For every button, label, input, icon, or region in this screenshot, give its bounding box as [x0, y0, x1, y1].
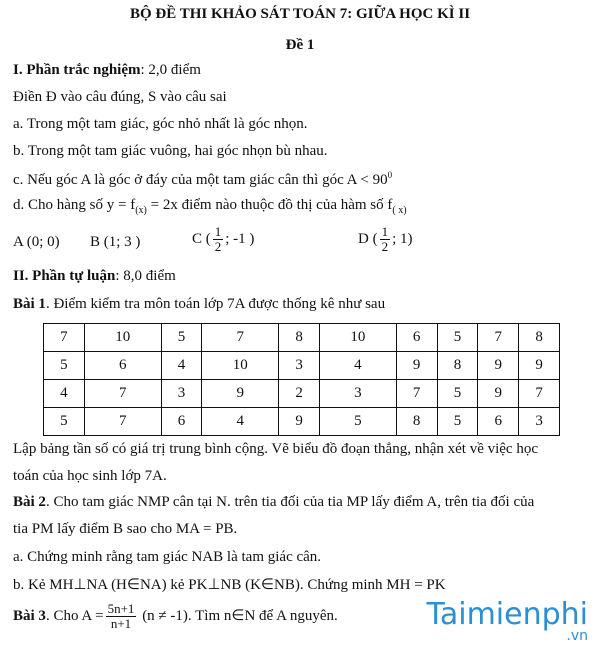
c-pre: C (: [192, 230, 211, 247]
table-cell: 8: [519, 324, 560, 352]
option-d: [358, 225, 413, 254]
table-cell: 6: [396, 324, 437, 352]
table-cell: 7: [396, 380, 437, 408]
heading-text: II. Phần tự luận: [13, 268, 116, 284]
fraction: [213, 225, 224, 254]
table-cell: 7: [202, 324, 279, 352]
bai2-a: a. Chứng minh rằng tam giác NAB là tam giác cân.: [13, 549, 322, 565]
numerator: 5n+1: [107, 601, 135, 616]
denominator: 2: [214, 239, 222, 254]
table-cell: 9: [202, 380, 279, 408]
table-cell: 5: [437, 408, 478, 436]
points: : 8,0 điểm: [115, 268, 176, 284]
watermark-brand: Taimienphi: [426, 597, 588, 632]
table-cell: 6: [84, 352, 161, 380]
d-text2: = 2x điểm nào thuộc đồ thị của hàm số f: [146, 197, 393, 213]
part2-heading: [13, 268, 176, 285]
bai1-row: [13, 296, 385, 313]
table-cell: 5: [44, 352, 85, 380]
option-c: [192, 225, 254, 254]
table-cell: 2: [279, 380, 320, 408]
watermark-logo: [426, 597, 589, 644]
watermark-tld: .vn: [566, 628, 588, 644]
exam-number: Đề 1: [285, 37, 315, 53]
bai1-text: . Điểm kiểm tra môn toán lớp 7A được thống kê như sau: [45, 296, 386, 312]
score-table: [43, 323, 560, 436]
part1-heading: [13, 62, 201, 79]
question-c: [13, 170, 392, 189]
d-sub: (x): [135, 205, 147, 216]
numerator: 1: [214, 224, 222, 239]
table-cell: 8: [396, 408, 437, 436]
table-cell: 9: [478, 380, 519, 408]
bai3-pre: . Cho A =: [45, 607, 104, 624]
document-title: BỘ ĐỀ THI KHẢO SÁT TOÁN 7: GIỮA HỌC KÌ II: [129, 6, 471, 22]
denominator: n+1: [110, 616, 132, 631]
option-b: B (1; 3 ): [90, 234, 141, 250]
table-cell: 3: [519, 408, 560, 436]
fraction: [380, 225, 391, 254]
question-a: a. Trong một tam giác, góc nhỏ nhất là góc nhọn.: [13, 116, 308, 132]
question-b: b. Trong một tam giác vuông, hai góc nhọn bù nhau.: [13, 143, 328, 159]
bai3: [13, 602, 338, 631]
table-cell: 5: [437, 380, 478, 408]
table-cell: 9: [478, 352, 519, 380]
d-pre: D (: [358, 230, 378, 247]
d-post: ; 1): [392, 230, 413, 247]
table-cell: 4: [202, 408, 279, 436]
table-cell: 9: [519, 352, 560, 380]
denominator: 2: [381, 239, 389, 254]
c-post: ; -1 ): [225, 230, 255, 247]
d-sub2: ( x): [392, 205, 407, 216]
bai2-b: b. Kẻ MH⊥NA (H∈NA) kẻ PK⊥NB (K∈NB). Chứng minh MH = PK: [13, 577, 446, 593]
bai1-task-2: toán của học sinh lớp 7A.: [13, 468, 167, 484]
option-a: A (0; 0): [13, 234, 60, 250]
table-cell: 7: [44, 324, 85, 352]
bai2-line1: [13, 494, 534, 511]
table-cell: 5: [319, 408, 396, 436]
d-text1: d. Cho hàng số y = f: [13, 197, 136, 213]
bai2-text: . Cho tam giác NMP cân tại N. trên tia đối của tia MP lấy điểm A, trên tia đối của: [45, 494, 535, 510]
table-cell: 6: [161, 408, 202, 436]
table-cell: 7: [84, 380, 161, 408]
table-row: [44, 352, 560, 380]
table-cell: 4: [161, 352, 202, 380]
table-row: [44, 324, 560, 352]
table-cell: 7: [478, 324, 519, 352]
table-cell: 10: [319, 324, 396, 352]
table-cell: 4: [319, 352, 396, 380]
table-cell: 10: [84, 324, 161, 352]
table-cell: 3: [161, 380, 202, 408]
table-cell: 4: [44, 380, 85, 408]
table-row: [44, 408, 560, 436]
table-cell: 8: [437, 352, 478, 380]
bai3-fraction: [106, 602, 137, 631]
heading-text: I. Phần trắc nghiệm: [13, 62, 141, 78]
table-cell: 7: [84, 408, 161, 436]
bai2-line2: tia PM lấy điểm B sao cho MA = PB.: [13, 521, 238, 537]
table-cell: 5: [161, 324, 202, 352]
table-cell: 5: [44, 408, 85, 436]
table-cell: 7: [519, 380, 560, 408]
bai1-task-1: Lập bảng tần số có giá trị trung bình cộng. Vẽ biểu đồ đoạn thẳng, nhận xét về việc học: [13, 441, 538, 457]
bai3-post: (n ≠ -1). Tìm n∈N để A nguyên.: [138, 607, 338, 624]
bai1-label: Bài 1: [13, 296, 46, 312]
table-cell: 8: [279, 324, 320, 352]
degree-sup: 0: [387, 170, 393, 180]
table-cell: 9: [279, 408, 320, 436]
bai3-label: Bài 3: [13, 607, 46, 624]
table-cell: 9: [396, 352, 437, 380]
bai2-label: Bài 2: [13, 494, 46, 510]
table-cell: 3: [319, 380, 396, 408]
table-cell: 3: [279, 352, 320, 380]
points: : 2,0 điểm: [140, 62, 201, 78]
instruction: Điền Đ vào câu đúng, S vào câu sai: [13, 89, 227, 105]
table-cell: 5: [437, 324, 478, 352]
numerator: 1: [381, 224, 389, 239]
question-d: [13, 197, 407, 216]
table-cell: 6: [478, 408, 519, 436]
table-cell: 10: [202, 352, 279, 380]
c-text: c. Nếu góc A là góc ở đáy của một tam giác cân thì góc A < 90: [13, 172, 388, 188]
table-row: [44, 380, 560, 408]
